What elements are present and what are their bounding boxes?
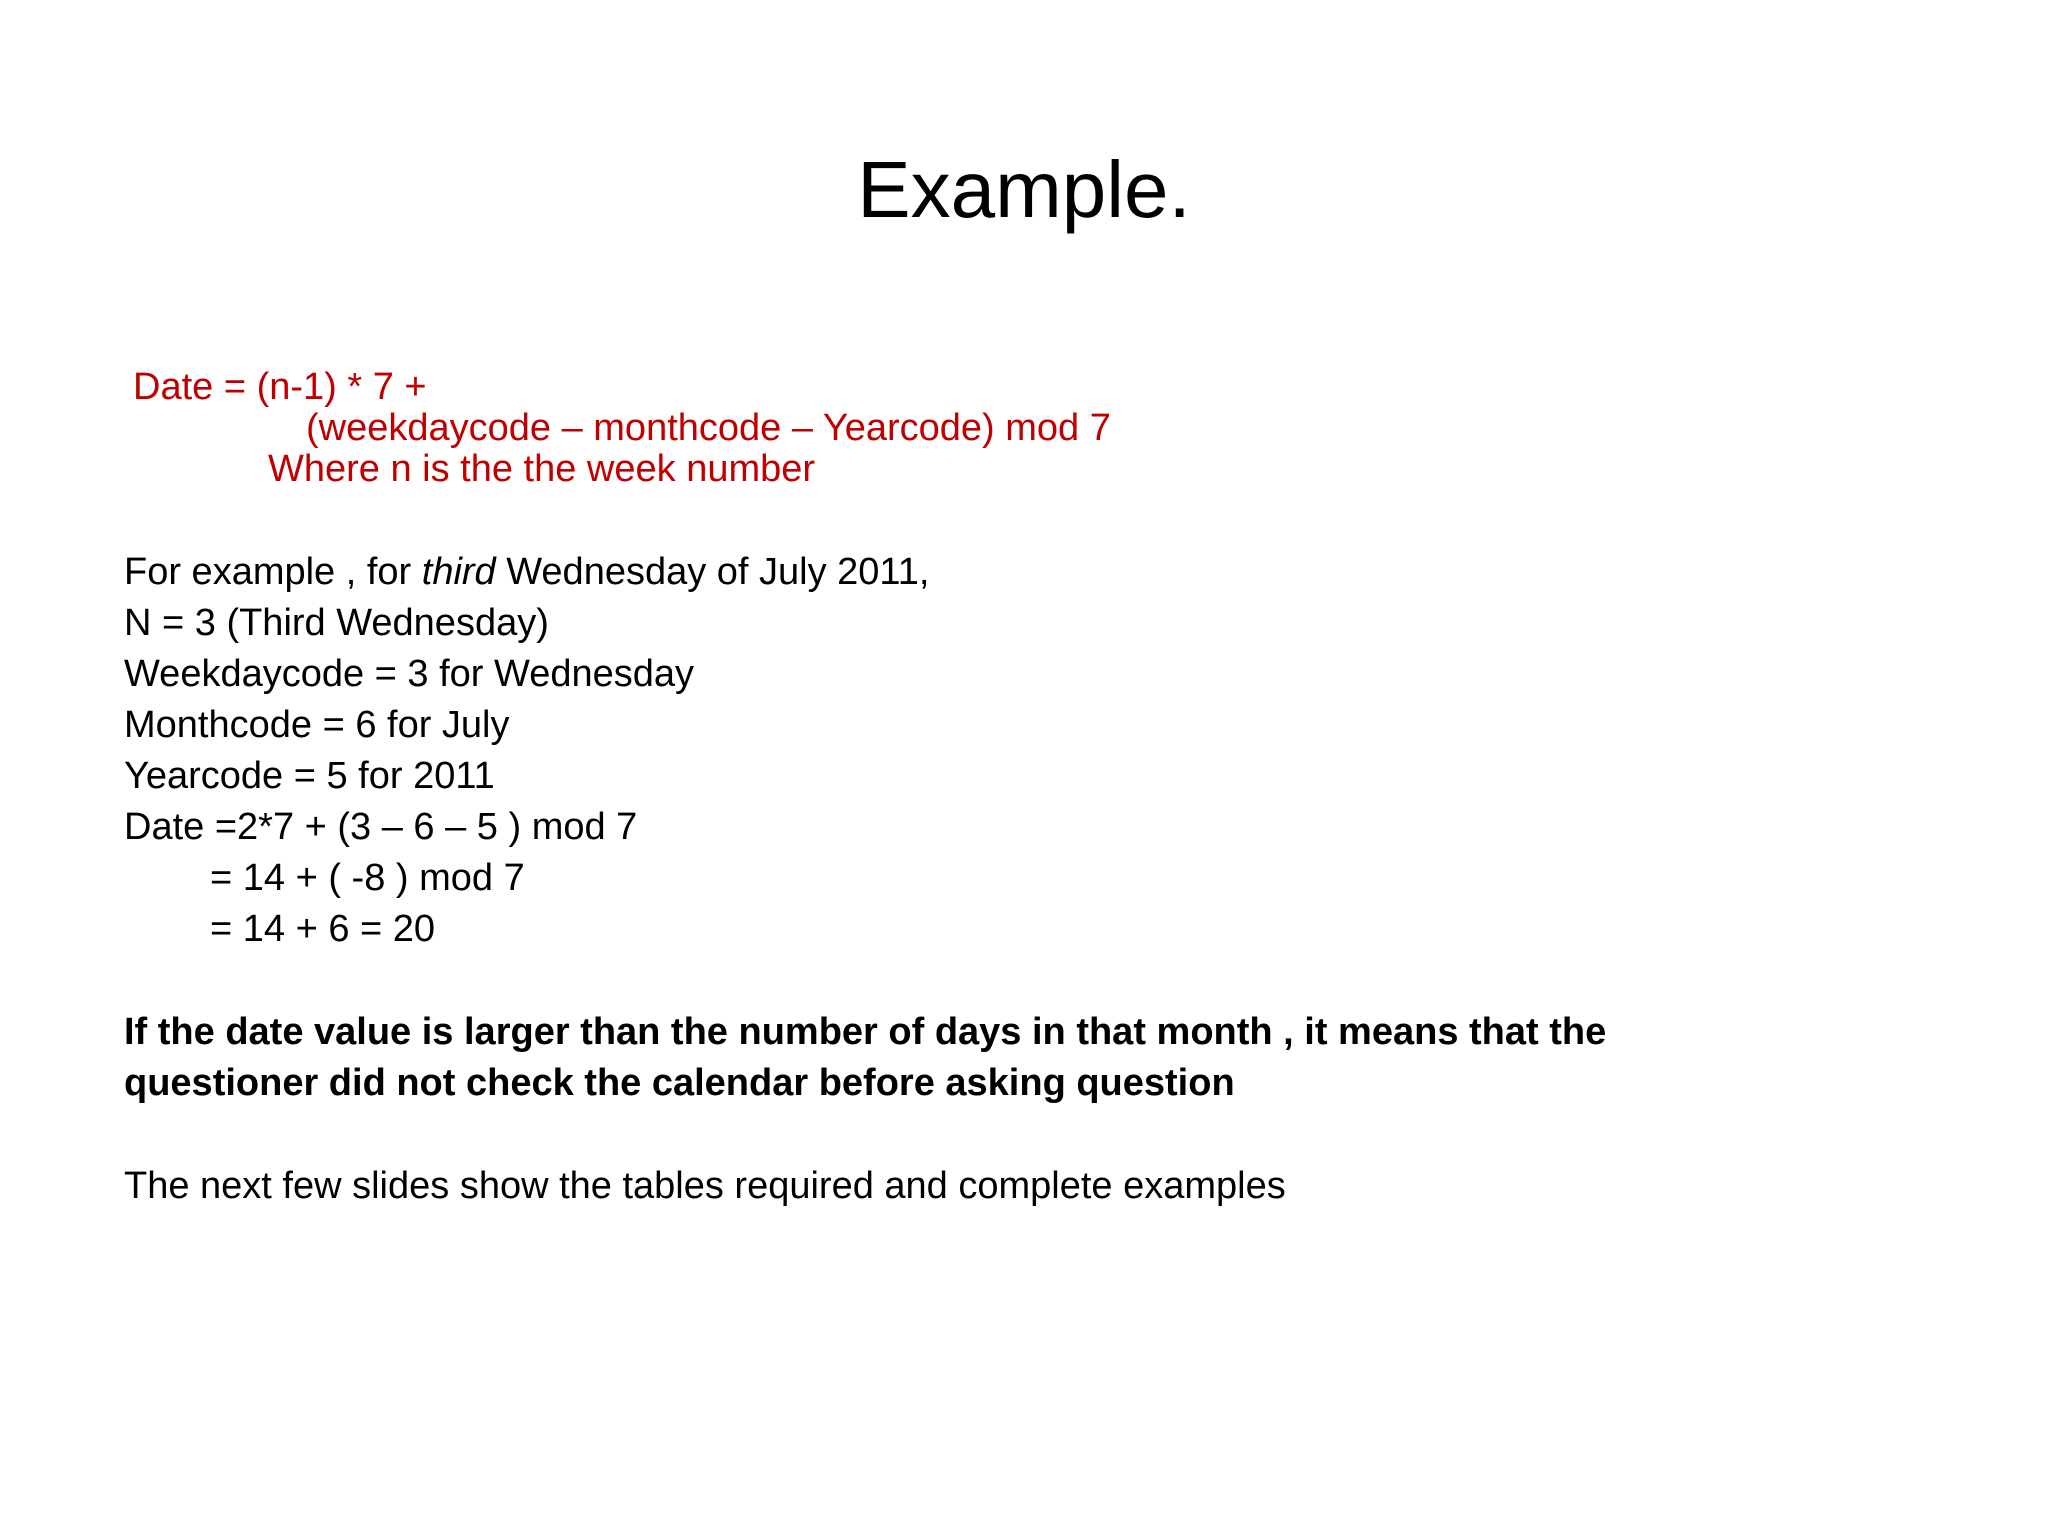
example-month-line: Monthcode = 6 for July xyxy=(124,704,510,746)
example-intro-italic: third xyxy=(421,551,496,593)
example-intro xyxy=(124,546,929,598)
note-line-1: If the date value is larger than the number of days in that month , it means that the xyxy=(124,1011,1607,1053)
example-calc-line-3: = 14 + 6 = 20 xyxy=(210,908,436,950)
example-calc-line-2: = 14 + ( -8 ) mod 7 xyxy=(210,857,525,899)
formula-line-3: Where n is the the week number xyxy=(268,448,816,490)
example-calc-line-1: Date =2*7 + (3 – 6 – 5 ) mod 7 xyxy=(124,806,638,848)
example-intro-suffix: Wednesday of July 2011, xyxy=(495,551,930,593)
example-intro-prefix: For example , for xyxy=(124,551,422,593)
slide-title: Example. xyxy=(857,145,1191,234)
note-line-2: questioner did not check the calendar before asking question xyxy=(124,1062,1235,1104)
example-weekday-line: Weekdaycode = 3 for Wednesday xyxy=(124,653,694,695)
footer-text: The next few slides show the tables required and complete examples xyxy=(124,1165,1286,1207)
example-n-line: N = 3 (Third Wednesday) xyxy=(124,602,549,644)
formula-line-1: Date = (n-1) * 7 + xyxy=(133,366,427,408)
formula-line-2: (weekdaycode – monthcode – Yearcode) mod 7 xyxy=(306,407,1111,449)
example-year-line: Yearcode = 5 for 2011 xyxy=(124,755,495,797)
